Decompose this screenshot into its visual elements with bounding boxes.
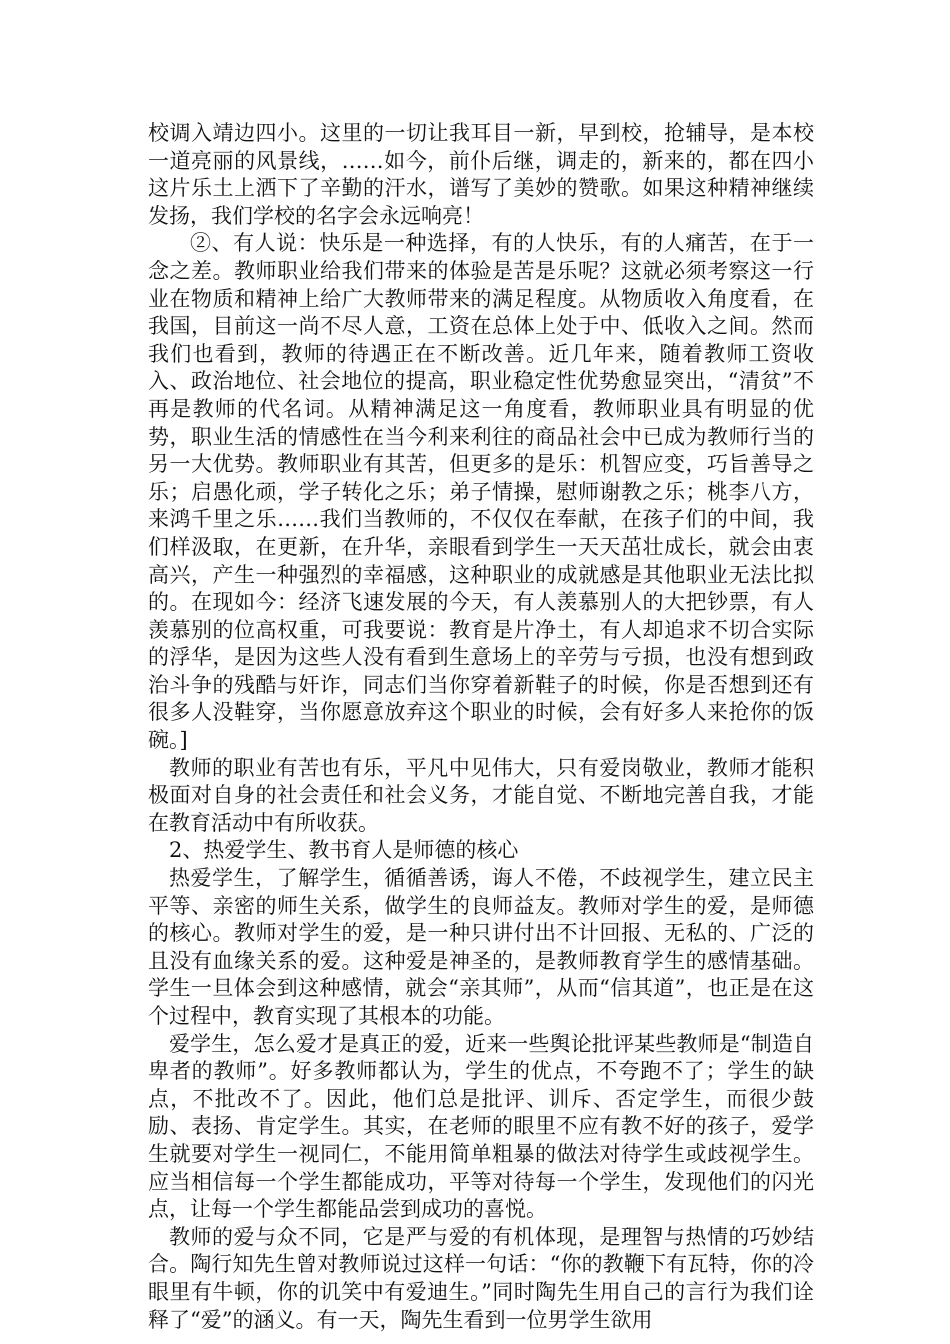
paragraph-teacher-love: 教师的爱与众不同，它是严与爱的有机体现，是理智与热情的巧妙结合。陶行知先生曾对教师说过这样一句话：“你的教鞭下有瓦特，你的冷眼里有牛顿，你的讥笑中有爱迪生。”同时陶先生用自己的言行为我们诠释了“爱”的涵义。有一天，陶先生看到一位男学生欲用 [148, 1224, 814, 1332]
paragraph-continuation: 校调入靖边四小。这里的一切让我耳目一新，早到校，抢辅导，是本校一道亮丽的风景线，……如今，前仆后继，调走的，新来的，都在四小这片乐土上洒下了辛勤的汗水，谱写了美妙的赞歌。如果这种精神继续发扬，我们学校的名字会永远响亮！ [148, 121, 814, 228]
paragraph-true-love: 爱学生，怎么爱才是真正的爱，近来一些舆论批评某些教师是“制造自卑者的教师”。好多教师都认为，学生的优点，不夸跑不了；学生的缺点，不批改不了。因此，他们总是批评、训斥、否定学生，而很少鼓励、表扬、肯定学生。其实，在老师的眼里不应有教不好的孩子，爱学生就要对学生一视同仁，不能用简单粗暴的做法对待学生或歧视学生。应当相信每一个学生都能成功，平等对待每一个学生，发现他们的闪光点，让每一个学生都能品尝到成功的喜悦。 [148, 1031, 814, 1222]
paragraph-love-students: 热爱学生，了解学生，循循善诱，诲人不倦，不歧视学生，建立民主平等、亲密的师生关系，做学生的良师益友。教师对学生的爱，是师德的核心。教师对学生的爱，是一种只讲付出不计回报、无私的、广泛的且没有血缘关系的爱。这种爱是神圣的，是教师教育学生的感情基础。学生一旦体会到这种感情，就会“亲其师”，从而“信其道”，也正是在这个过程中，教育实现了其根本的功能。 [148, 866, 814, 1028]
body-text [148, 120, 814, 1334]
paragraph-happiness-choice: ②、有人说：快乐是一种选择，有的人快乐，有的人痛苦，在于一念之差。教师职业给我们带来的体验是苦是乐呢？这就必须考察这一行业在物质和精神上给广大教师带来的满足程度。从物质收入角度看，在我国，目前这一尚不尽人意，工资在总体上处于中、低收入之间。然而我们也看到，教师的待遇正在不断改善。近几年来，随着教师工资收入、政治地位、社会地位的提高，职业稳定性优势愈显突出，“清贫”不再是教师的代名词。从精神满足这一角度看，教师职业具有明显的优势，职业生活的情感性在当今利来利往的商品社会中已成为教师行当的另一大优势。教师职业有其苦，但更多的是乐：机智应变，巧旨善导之乐；启愚化顽，学子转化之乐；弟子情操，慰师谢教之乐；桃李八方，来鸿千里之乐……我们当教师的，不仅仅在奉献，在孩子们的中间，我们样汲取，在更新，在升华，亲眼看到学生一天天茁壮成长，就会由衷高兴，产生一种强烈的幸福感，这种职业的成就感是其他职业无法比拟的。在现如今：经济飞速发展的今天，有人羡慕别人的大把钞票，有人羡慕别的位高权重，可我要说：教育是片净土，有人却追求不切合实际的浮华，是因为这些人没有看到生意场上的辛劳与亏损，也没有想到政治斗争的残酷与奸诈，同志们当你穿着新鞋子的时候，你是否想到还有很多人没鞋穿，当你愿意放弃这个职业的时候，会有好多人来抢你的饭碗。] [148, 231, 814, 753]
paragraph-conclusion: 教师的职业有苦也有乐，平凡中见伟大，只有爱岗敬业，教师才能积极面对自身的社会责任和社会义务，才能自觉、不断地完善自我，才能在教育活动中有所收获。 [148, 755, 814, 835]
section-heading: 2、热爱学生、教书育人是师德的核心 [169, 838, 519, 863]
